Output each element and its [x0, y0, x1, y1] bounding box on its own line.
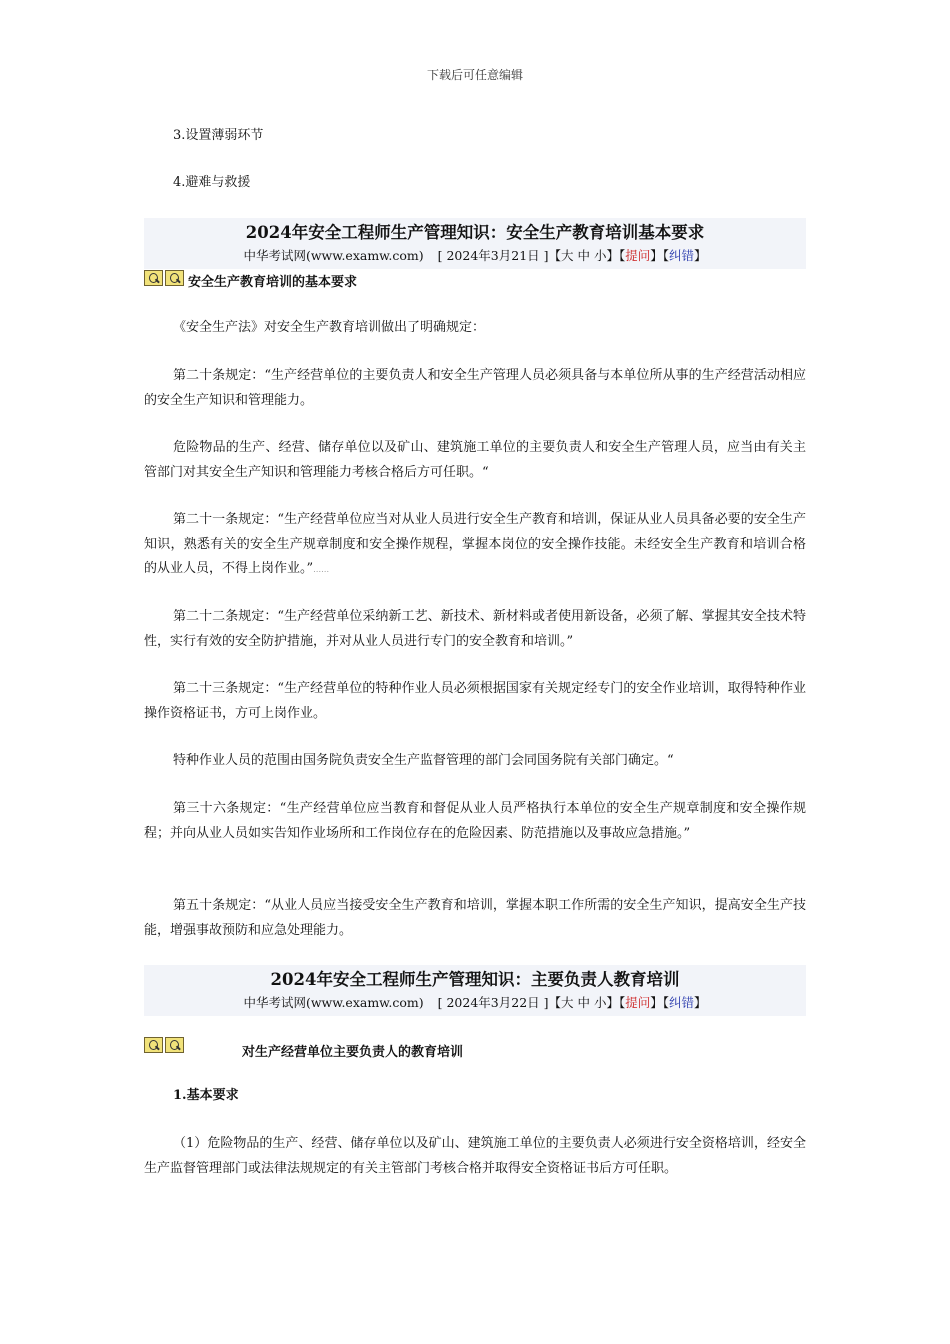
article2-icons [144, 1037, 184, 1053]
article1-meta: 中华考试网(www.examw.com) [ 2024年3月21日 ]【大 中 小】【提问】【纠错】 [243, 248, 707, 263]
article1-site: 中华考试网(www.examw.com) [243, 248, 424, 263]
article1-title: 2024年安全工程师生产管理知识：安全生产教育培训基本要求 [245, 223, 705, 242]
article2-section-heading: 对生产经营单位主要负责人的教育培训 [242, 1045, 464, 1060]
article1-paragraph [144, 508, 806, 583]
magnifier-icon[interactable] [165, 270, 184, 286]
intro-item-3: 3.设置薄弱环节 [173, 128, 264, 143]
magnifier-icon[interactable] [144, 1037, 163, 1053]
intro-item-4: 4.避难与救援 [173, 175, 251, 190]
article2-date: [ 2024年3月22日 ] [437, 995, 549, 1010]
article1-title-band [144, 218, 806, 269]
article1-paragraph: 第三十六条规定：“生产经营单位应当教育和督促从业人员严格执行本单位的安全生产规章制度和安全操作规程；并向从业人员如实告知作业场所和工作岗位存在的危险因素、防范措施以及事故应急措施。” [144, 801, 806, 841]
magnifier-icon[interactable] [165, 1037, 184, 1053]
article2-subheading: 1.基本要求 [173, 1088, 239, 1103]
article1-paragraph: 危险物品的生产、经营、储存单位以及矿山、建筑施工单位的主要负责人和安全生产管理人员，应当由有关主管部门对其安全生产知识和管理能力考核合格后方可任职。“ [144, 440, 806, 480]
article2-title-band [144, 965, 806, 1016]
article1-fix-link[interactable]: 纠错 [669, 248, 695, 263]
magnifier-icon[interactable] [144, 270, 163, 286]
article2-title: 2024年安全工程师生产管理知识：主要负责人教育培训 [270, 970, 680, 989]
article1-paragraph: 第二十二条规定：“生产经营单位采纳新工艺、新技术、新材料或者使用新设备，必须了解、掌握其安全技术特性，实行有效的安全防护措施，并对从业人员进行专门的安全教育和培训。” [144, 609, 806, 649]
article2-ask-link[interactable]: 提问 [625, 995, 651, 1010]
article1-paragraph-text: 第二十一条规定：“生产经营单位应当对从业人员进行安全生产教育和培训，保证从业人员具备必要的安全生产知识，熟悉有关的安全生产规章制度和安全操作规程，掌握本岗位的安全操作技能。未经安全生产教育和培训合格的从业人员，不得上岗作业。” [144, 512, 806, 576]
article1-icons [144, 270, 184, 286]
article1-paragraph: 第二十条规定：“生产经营单位的主要负责人和安全生产管理人员必须具备与本单位所从事的生产经营活动相应的安全生产知识和管理能力。 [144, 368, 806, 408]
header-note: 下载后可任意编辑 [426, 68, 523, 82]
article1-date: [ 2024年3月21日 ] [437, 248, 549, 263]
article1-section-heading: 安全生产教育培训的基本要求 [188, 275, 358, 290]
article2-size-label[interactable]: 【大 中 小】 [548, 995, 619, 1010]
article1-paragraph: 第五十条规定：“从业人员应当接受安全生产教育和培训，掌握本职工作所需的安全生产知识，提高安全生产技能，增强事故预防和应急处理能力。 [144, 898, 806, 938]
article1-paragraph: 第二十三条规定：“生产经营单位的特种作业人员必须根据国家有关规定经专门的安全作业培训，取得特种作业操作资格证书，方可上岗作业。 [144, 681, 806, 721]
ellipsis: …… [313, 565, 330, 574]
article2-site: 中华考试网(www.examw.com) [243, 995, 424, 1010]
article2-paragraph: （1）危险物品的生产、经营、储存单位以及矿山、建筑施工单位的主要负责人必须进行安全资格培训，经安全生产监督管理部门或法律法规规定的有关主管部门考核合格并取得安全资格证书后方可任职。 [144, 1136, 806, 1176]
article2-fix-link[interactable]: 纠错 [669, 995, 695, 1010]
article1-size-label[interactable]: 【大 中 小】 [548, 248, 619, 263]
article1-paragraph: 《安全生产法》对安全生产教育培训做出了明确规定： [173, 320, 486, 335]
article1-paragraph: 特种作业人员的范围由国务院负责安全生产监督管理的部门会同国务院有关部门确定。“ [173, 753, 674, 768]
article2-meta: 中华考试网(www.examw.com) [ 2024年3月22日 ]【大 中 小】【提问】【纠错】 [243, 995, 707, 1010]
article1-ask-link[interactable]: 提问 [625, 248, 651, 263]
